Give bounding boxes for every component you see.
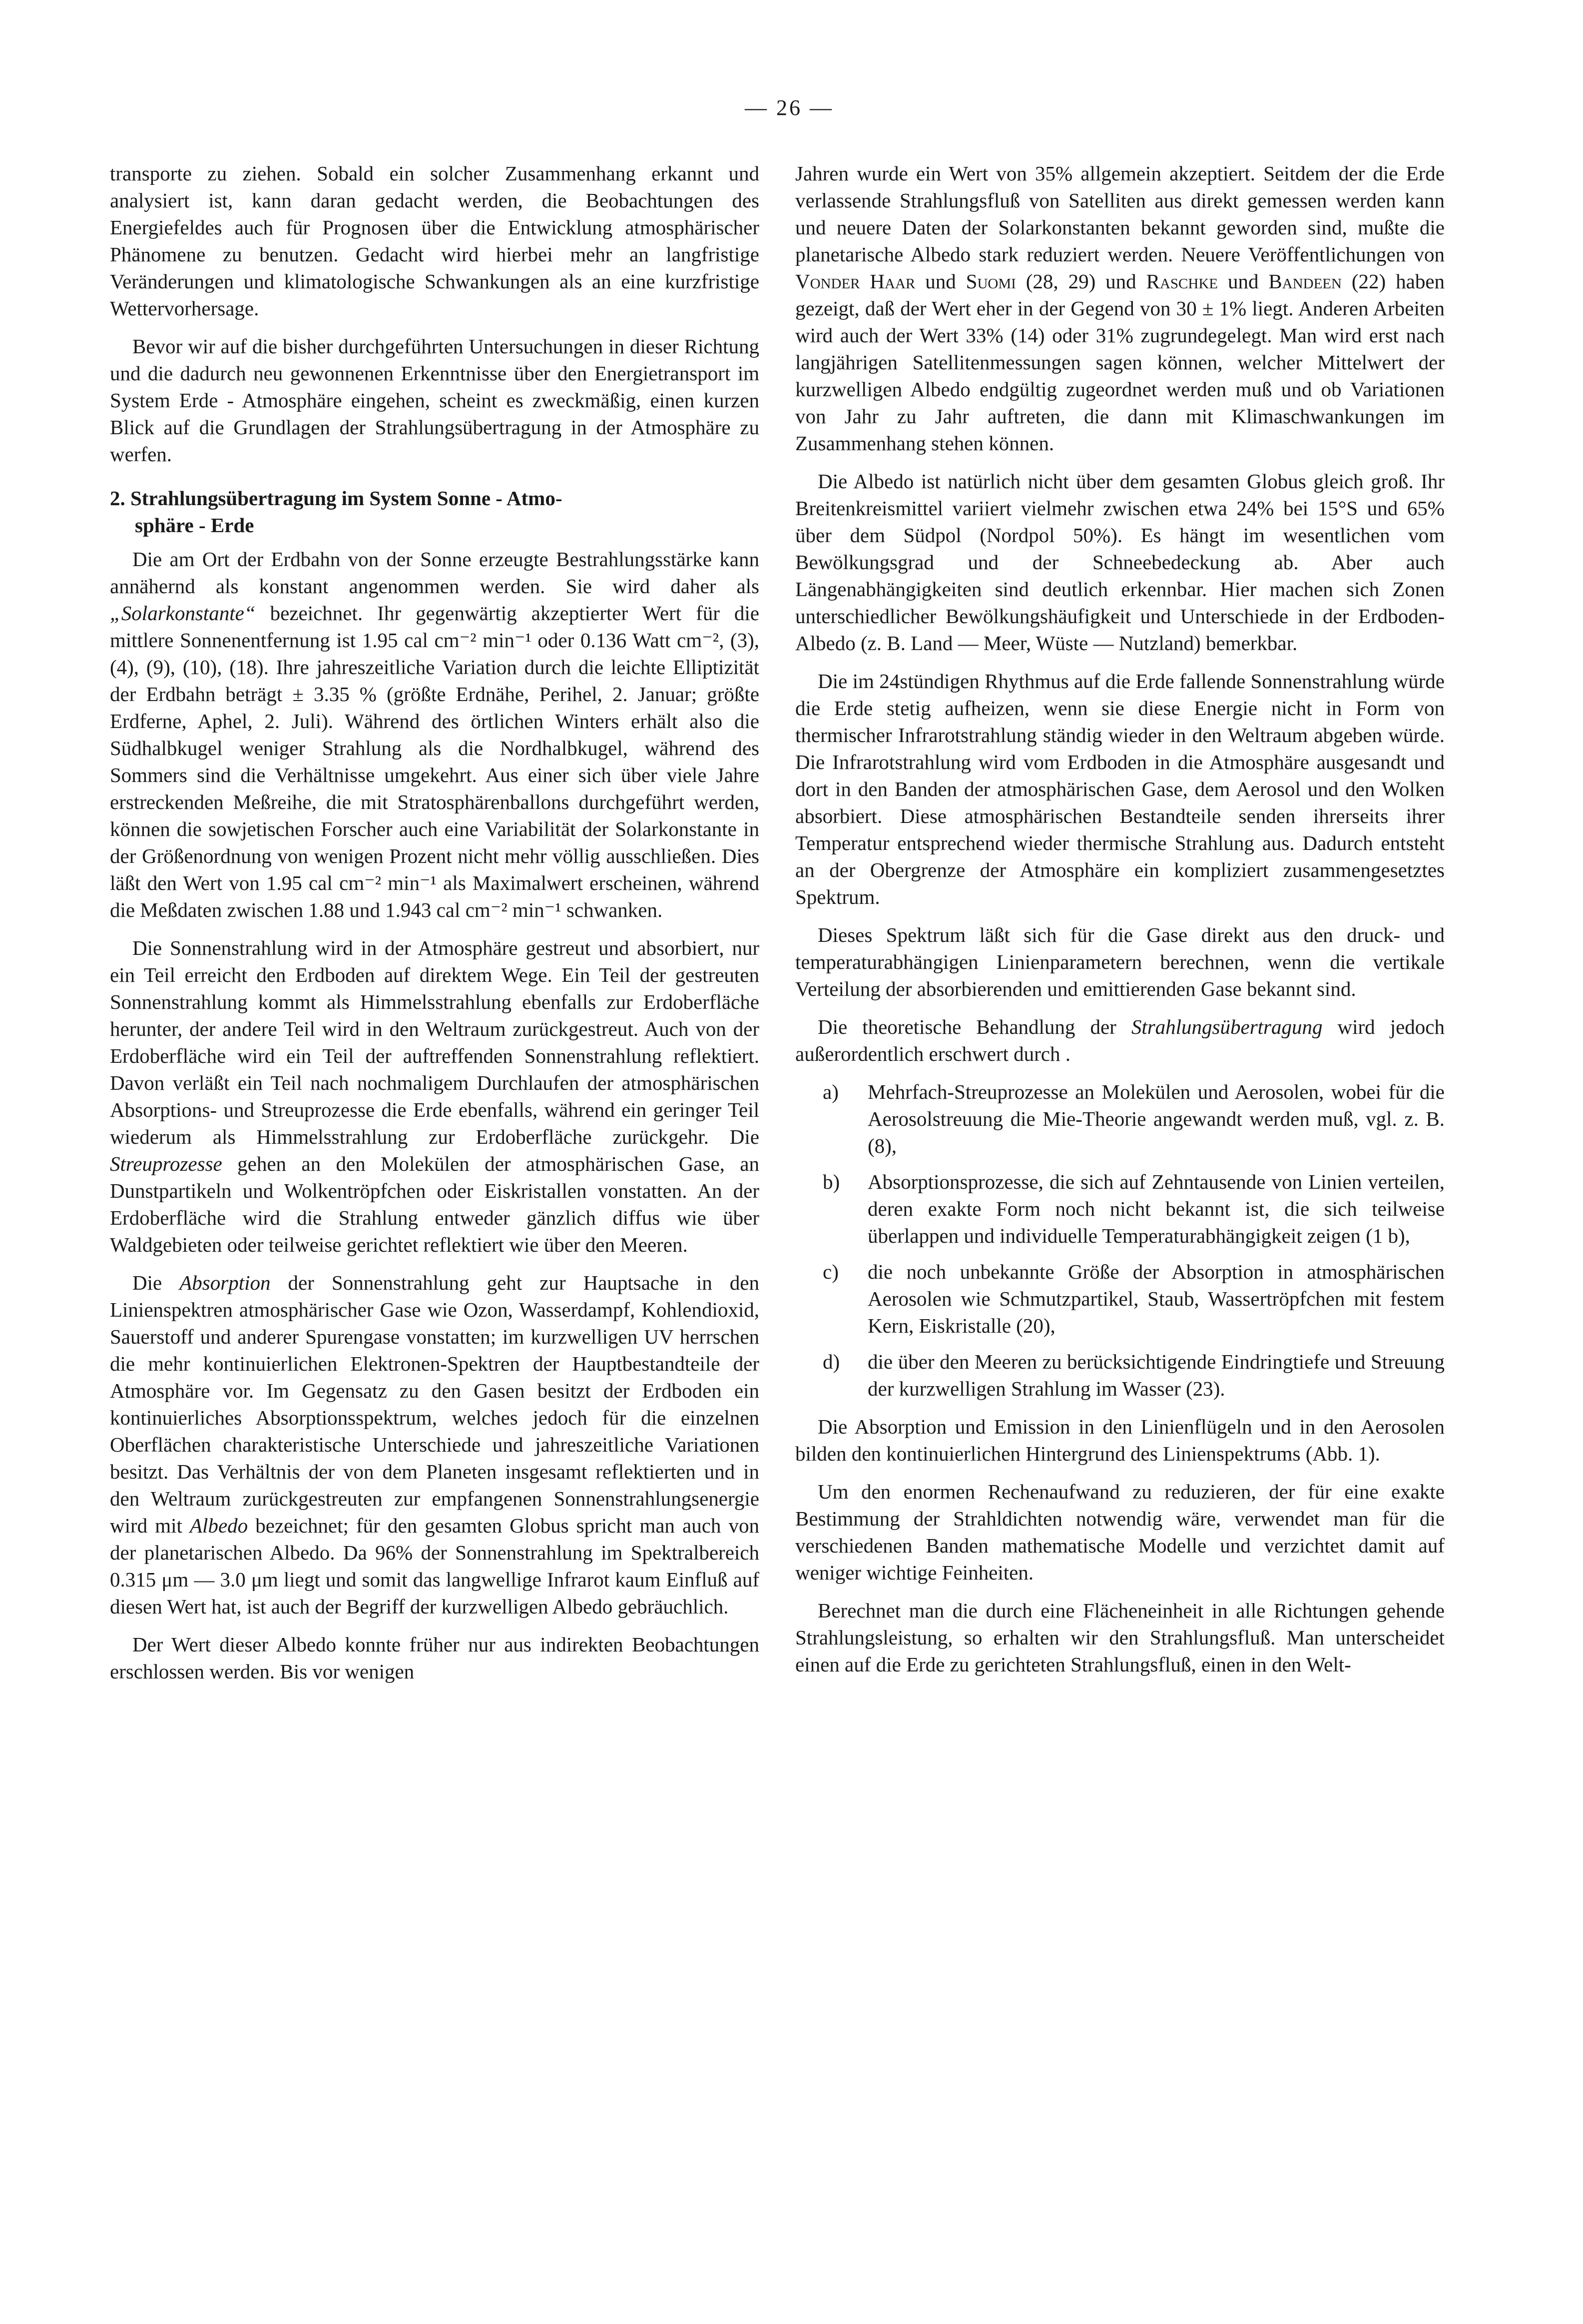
text: Die theoretische Behandlung der — [818, 1015, 1131, 1038]
enumerated-list — [795, 1078, 1445, 1402]
text: (28, 29) und — [1016, 270, 1146, 293]
left-column — [110, 160, 759, 1696]
paragraph: Bevor wir auf die bisher durchgeführten Untersuchungen in dieser Richtung und die dadurch neu gewonnenen Erkenntnisse über den Energietransport im System Erde - Atmosphäre eingehen, scheint es zweckmäßig, einen kurzen Blick auf die Grundlagen der Strahlungsübertragung in der Atmosphäre zu werfen. — [110, 335, 759, 466]
term-absorption: Absorption — [179, 1271, 271, 1294]
list-item-text: Mehrfach-Streuprozesse an Molekülen und Aerosolen, wobei für die Aerosolstreuung die Mie-Theorie angewandt werden muß, vgl. z. B. (8), — [868, 1080, 1445, 1157]
paragraph: Um den enormen Rechenaufwand zu reduzieren, der für eine exakte Bestimmung der Strahldichten notwendig wäre, verwendet man für die verschiedenen Banden mathematische Modelle und verzichtet damit auf weniger wichtige Feinheiten. — [795, 1480, 1445, 1584]
text: gehen an den Molekülen der atmosphärischen Gase, an Dunstpartikeln und Wolkentröpfchen oder Eiskristallen vonstatten. An der Erdoberfläche wird die Strahlung entweder gänzlich diffus wie über Waldgebieten oder teilweise gerichtet reflektiert wie über den Meeren. — [110, 1152, 759, 1256]
paragraph — [795, 1013, 1445, 1067]
text: wird jedoch außerordentlich erschwert durch . — [795, 1015, 1445, 1065]
term-streuprozesse: Streuprozesse — [110, 1152, 222, 1175]
text: bezeichnet. Ihr gegenwärtig akzeptierter Wert für die mittlere Sonnenentfernung ist 1.95 cal cm⁻² min⁻¹ oder 0.136 Watt cm⁻², (3), (4), (9), (10), (18). Ihre jahreszeitliche Variation durch die leichte Elliptizität der Erdbahn beträgt ± 3.35 % (größte Erdnähe, Perihel, 2. Januar; größte Erdferne, Aphel, 2. Juli). Während des örtlichen Winters erhält also die Südhalbkugel weniger Strahlung als die Nordhalbkugel, während des Sommers sind die Verhältnisse umgekehrt. Aus einer sich über viele Jahre erstreckenden Meßreihe, die mit Stratosphärenballons durchgeführt werden, können die sowjetischen Forscher auch eine Variabilität der Solarkonstante in der Größenordnung von wenigen Prozent nicht mehr völlig ausschließen. Dies läßt den Wert von 1.95 cal cm⁻² min⁻¹ als Maximalwert erscheinen, während die Meßdaten zwischen 1.88 und 1.943 cal cm⁻² min⁻¹ schwanken. — [110, 602, 759, 921]
text: bezeichnet; für den gesamten Globus spricht man auch von der planetarischen Albedo. Da 96% der Sonnenstrahlung im Spektralbereich 0.315 μm — 3.0 μm liegt und somit das langwellige Infrarot kaum Einfluß auf diesen Wert hat, ist auch der Begriff der kurzwelligen Albedo gebräuchlich. — [110, 1514, 760, 1618]
list-marker: a) — [823, 1080, 839, 1103]
paragraph: Die Absorption und Emission in den Linienflügeln und in den Aerosolen bilden den kontinuierlichen Hintergrund des Linienspektrums (Abb. 1). — [795, 1415, 1445, 1465]
paragraph — [795, 160, 1445, 457]
paragraph — [110, 546, 759, 923]
text: Jahren wurde ein Wert von 35% allgemein akzeptiert. Seitdem der die Erde verlassende Strahlungsfluß von Satelliten aus direkt gemessen werden kann und neuere Daten der Solarkonstanten bekannt geworden sind, mußte die planetarische Albedo stark reduziert werden. Neuere Veröffentlichungen von — [795, 162, 1445, 266]
author-name: Suomi — [966, 270, 1016, 293]
term-solarkonstante: „Solarkonstante“ — [110, 602, 256, 625]
page-number: — 26 — — [745, 95, 834, 120]
author-name: Bandeen — [1268, 270, 1342, 293]
list-marker: d) — [823, 1350, 840, 1373]
paragraph: transporte zu ziehen. Sobald ein solcher Zusammenhang erkannt und analysiert ist, kann daran gedacht werden, die Beobachtungen des Energiefeldes auch für Prognosen über die Entwicklung atmosphärischer Phänomene zu benutzen. Gedacht wird hierbei mehr an langfristige Veränderungen und klimatologische Schwankungen als an eine kurzfristige Wettervorhersage. — [110, 162, 759, 320]
list-item — [795, 1078, 1445, 1159]
author-name: Vonder Haar — [795, 270, 916, 293]
paragraph: Der Wert dieser Albedo konnte früher nur aus indirekten Beobachtungen erschlossen werden. Bis vor wenigen — [110, 1633, 759, 1683]
paragraph: Dieses Spektrum läßt sich für die Gase direkt aus den druck- und temperaturabhängigen Linienparametern berechnen, wenn die vertikale Verteilung der absorbierenden und emittierenden Gase bekannt sind. — [795, 923, 1445, 1000]
paragraph — [110, 1269, 759, 1620]
right-column — [795, 160, 1445, 1689]
list-item — [795, 1258, 1445, 1339]
paragraph: Die Albedo ist natürlich nicht über dem gesamten Globus gleich groß. Ihr Breitenkreismittel variiert vielmehr zwischen etwa 24% bei 15°S und 65% über dem Südpol (Nordpol 50%). Es hängt im wesentlichen vom Bewölkungsgrad und der Schneebedeckung ab. Aber auch Längenabhängigkeiten sind deutlich erkennbar. Hier machen sich Zonen unterschiedlicher Bewölkungshäufigkeit und Unterschiede in der Erdboden-Albedo (z. B. Land — Meer, Wüste — Nutzland) bemerkbar. — [795, 470, 1445, 655]
term-albedo: Albedo — [190, 1514, 248, 1537]
author-name: Raschke — [1146, 270, 1218, 293]
text: Die Sonnenstrahlung wird in der Atmosphäre gestreut und absorbiert, nur ein Teil erreicht den Erdboden auf direktem Wege. Ein Teil der gestreuten Sonnenstrahlung kommt als Himmelsstrahlung ebenfalls zur Erdoberfläche herunter, der andere Teil wird in den Weltraum zurückgestreut. Auch von der Erdoberfläche wird ein Teil der auftreffenden Sonnenstrahlung reflektiert. Davon verläßt ein Teil nach nochmaligem Durchlaufen der atmosphärischen Absorptions- und Streuprozesse die Erde ebenfalls, während ein geringer Teil wiederum als Himmelsstrahlung zur Erdoberfläche zurückgehr. Die — [110, 936, 759, 1148]
list-marker: c) — [823, 1260, 839, 1283]
list-item — [795, 1168, 1445, 1249]
paragraph — [110, 934, 759, 1258]
text: der Sonnenstrahlung geht zur Hauptsache in den Linienspektren atmosphärischer Gase wie Ozon, Wasserdampf, Kohlendioxid, Sauerstoff und anderer Spurengase vonstatten; im kurzwelligen UV herrschen die mehr kontinuierlichen Elektronen-Spektren der Hauptbestandteile der Atmosphäre vor. Im Gegensatz zu den Gasen besitzt der Erdboden ein kontinuierliches Absorptionsspektrum, welches jedoch für die einzelnen Oberflächen charakteristische Unterschiede und jahreszeitliche Variationen besitzt. Das Verhältnis der von dem Planeten insgesamt reflektierten und in den Weltraum zurückgestreuten zur empfangenen Sonnenstrahlungsenergie wird mit — [110, 1271, 760, 1537]
list-item — [795, 1348, 1445, 1402]
list-item-text: die noch unbekannte Größe der Absorption in atmosphärischen Aerosolen wie Schmutzpartikel, Staub, Wassertröpfchen mit festem Kern, Eiskristalle (20), — [868, 1260, 1445, 1337]
section-heading-line2: sphäre - Erde — [135, 514, 254, 537]
list-item-text: Absorptionsprozesse, die sich auf Zehntausende von Linien verteilen, deren exakte Form noch nicht bekannt ist, die sich teilweise überlappen und individuelle Temperaturabhängigkeit zeigen (1 b), — [868, 1170, 1445, 1247]
list-marker: b) — [823, 1170, 840, 1193]
text: Die — [132, 1271, 180, 1294]
text: und — [1218, 270, 1269, 293]
term-strahlungsuebertragung: Strahlungsübertragung — [1131, 1015, 1323, 1038]
paragraph: Die im 24stündigen Rhythmus auf die Erde fallende Sonnenstrahlung würde die Erde stetig aufheizen, wenn sie diese Energie nicht in Form von thermischer Infrarotstrahlung ständig wieder in den Weltraum abgeben würde. Die Infrarotstrahlung wird vom Erdboden in die Atmosphäre ausgesandt und dort in den Banden der atmosphärischen Gase, dem Aerosol und den Wolken absorbiert. Diese atmosphärischen Bestandteile senden ihrerseits ihrer Temperatur entsprechend wieder thermische Strahlung aus. Dadurch entsteht an der Obergrenze der Atmosphäre ein kompliziert zusammengesetztes Spektrum. — [795, 670, 1445, 908]
section-heading — [110, 485, 759, 539]
text: (22) haben gezeigt, daß der Wert eher in der Gegend von 30 ± 1% liegt. Anderen Arbeiten wird auch der Wert 33% (14) oder 31% zugrundegelegt. Man wird erst nach langjährigen Satellitenmessungen sagen können, welcher Mittelwert der kurzwelligen Albedo endgültig zugeordnet werden muß und ob Variationen von Jahr zu Jahr auftreten, die dann mit Klimaschwankungen im Zusammenhang stehen können. — [795, 270, 1445, 455]
text: und — [915, 270, 966, 293]
paragraph: Berechnet man die durch eine Flächeneinheit in alle Richtungen gehende Strahlungsleistung, so erhalten wir den Strahlungsfluß. Man unterscheidet einen auf die Erde zu gerichteten Strahlungsfluß, einen in den Welt- — [795, 1599, 1445, 1676]
text: Die am Ort der Erdbahn von der Sonne erzeugte Bestrahlungsstärke kann annähernd als konstant angenommen werden. Sie wird daher als — [110, 548, 759, 598]
section-heading-line1: 2. Strahlungsübertragung im System Sonne - Atmo- — [110, 487, 562, 510]
list-item-text: die über den Meeren zu berücksichtigende Eindringtiefe und Streuung der kurzwelligen Strahlung im Wasser (23). — [868, 1350, 1445, 1400]
